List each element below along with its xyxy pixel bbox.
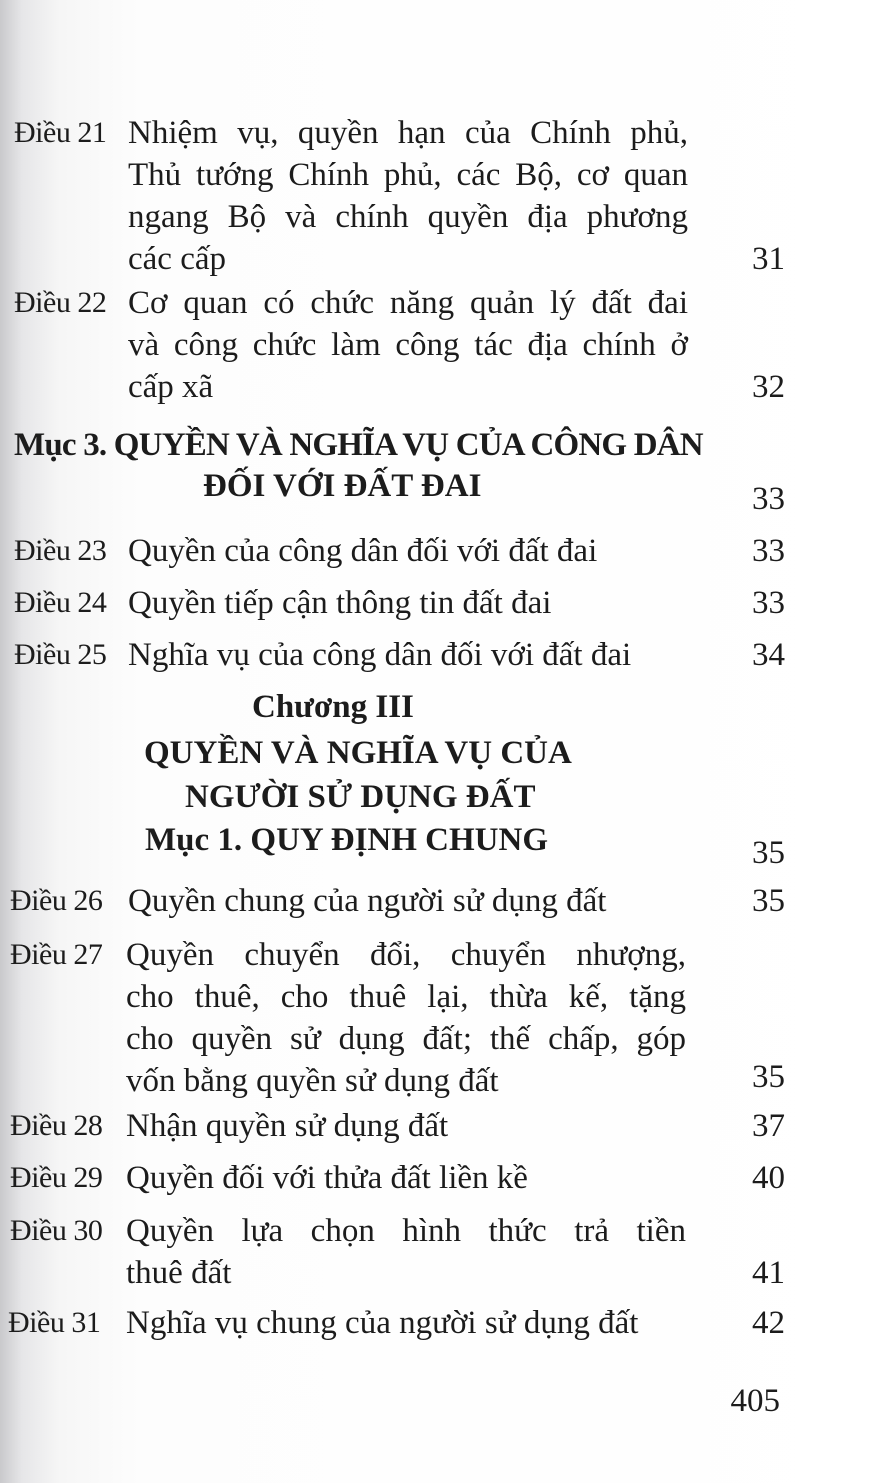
page-ref: 35 <box>752 883 785 919</box>
title-line: Nghĩa vụ của công dân đối với đất đai <box>128 637 632 673</box>
page-ref: 40 <box>752 1160 785 1196</box>
chapter-label: Chương III <box>252 689 414 725</box>
article-number: Điều 28 <box>10 1109 103 1142</box>
title-line: ngang Bộ và chính quyền địa phương <box>128 199 688 235</box>
page-ref: 32 <box>752 369 785 405</box>
title-line: Quyền lựa chọn hình thức trả tiền <box>126 1213 686 1249</box>
title-line: Quyền chung của người sử dụng đất <box>128 883 607 919</box>
chapter-title: QUYỀN VÀ NGHĨA VỤ CỦA <box>144 735 572 771</box>
title-line: cấp xã <box>128 369 214 405</box>
article-number: Điều 24 <box>14 586 107 619</box>
article-title <box>128 282 688 408</box>
title-line: Cơ quan có chức năng quản lý đất đai <box>128 285 688 321</box>
title-line: Quyền của công dân đối với đất đai <box>128 533 598 569</box>
article-title <box>126 1157 686 1199</box>
title-line: thuê đất <box>126 1255 232 1291</box>
page-ref: 33 <box>752 585 785 621</box>
article-number: Điều 23 <box>14 534 107 567</box>
title-line: và công chức làm công tác địa chính ở <box>128 327 688 363</box>
title-line: Quyền tiếp cận thông tin đất đai <box>128 585 552 621</box>
page-ref: 41 <box>752 1255 785 1291</box>
article-number: Điều 25 <box>14 638 107 671</box>
page-ref: 35 <box>752 835 785 871</box>
page-ref: 37 <box>752 1108 785 1144</box>
article-title <box>128 582 688 624</box>
title-line: Thủ tướng Chính phủ, các Bộ, cơ quan <box>128 157 688 193</box>
section-heading-line2: ĐỐI VỚI ĐẤT ĐAI <box>203 468 482 504</box>
title-line: cho quyền sử dụng đất; thế chấp, góp <box>126 1021 686 1057</box>
article-title <box>126 1302 686 1344</box>
article-title <box>128 112 688 280</box>
article-title <box>126 1105 686 1147</box>
title-line: Quyền đối với thửa đất liền kề <box>126 1160 528 1196</box>
page-ref: 33 <box>752 533 785 569</box>
chapter-title-line2: NGƯỜI SỬ DỤNG ĐẤT <box>185 779 536 815</box>
page-ref: 42 <box>752 1305 785 1341</box>
article-number: Điều 26 <box>10 884 103 917</box>
article-title <box>128 880 688 922</box>
title-line: Nhận quyền sử dụng đất <box>126 1108 449 1144</box>
article-number: Điều 22 <box>14 286 107 319</box>
page-ref: 33 <box>752 481 785 517</box>
title-line: cho thuê, cho thuê lại, thừa kế, tặng <box>126 979 686 1015</box>
article-number: Điều 30 <box>10 1214 103 1247</box>
page-ref: 35 <box>752 1059 785 1095</box>
article-number: Điều 29 <box>10 1161 103 1194</box>
section-heading: Mục 3. QUYỀN VÀ NGHĨA VỤ CỦA CÔNG DÂN <box>14 427 703 463</box>
page-ref: 34 <box>752 637 785 673</box>
title-line: Nhiệm vụ, quyền hạn của Chính phủ, <box>128 115 688 151</box>
page-ref: 31 <box>752 241 785 277</box>
article-title <box>126 934 686 1102</box>
page-number: 405 <box>730 1383 780 1419</box>
title-line: Quyền chuyển đổi, chuyển nhượng, <box>126 937 686 973</box>
article-number: Điều 31 <box>8 1306 101 1339</box>
article-title <box>128 634 688 676</box>
article-title <box>126 1210 686 1294</box>
article-title <box>128 530 688 572</box>
title-line: các cấp <box>128 241 226 277</box>
article-number: Điều 27 <box>10 938 103 971</box>
section-heading: Mục 1. QUY ĐỊNH CHUNG <box>145 822 549 858</box>
title-line: Nghĩa vụ chung của người sử dụng đất <box>126 1305 639 1341</box>
article-number: Điều 21 <box>14 116 107 149</box>
title-line: vốn bằng quyền sử dụng đất <box>126 1063 499 1099</box>
